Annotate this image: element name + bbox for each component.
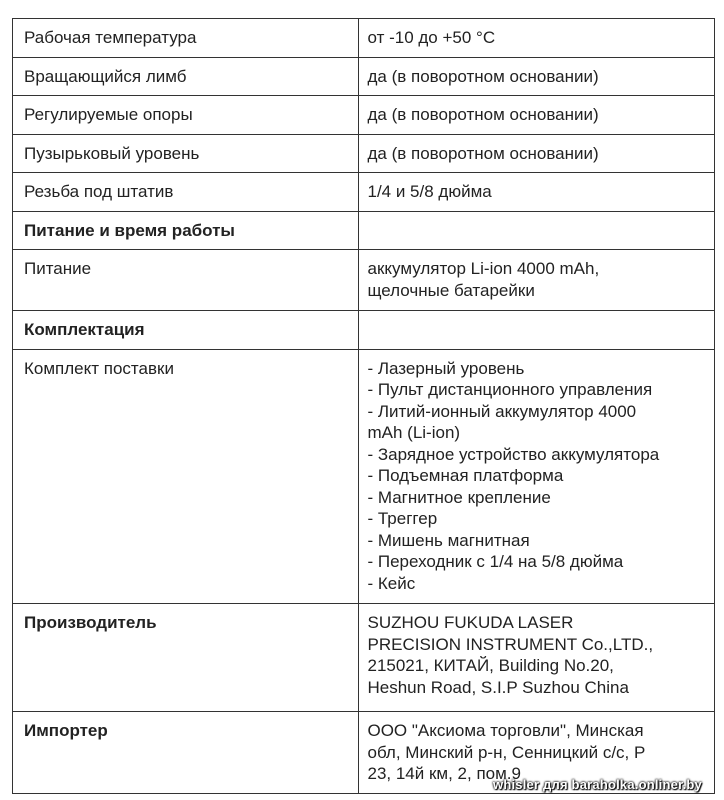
- kit-item: - Переходник с 1/4 на 5/8 дюйма: [367, 552, 624, 571]
- empty-cell: [359, 211, 715, 250]
- power-label: Питание: [13, 250, 359, 311]
- value-line: PRECISION INSTRUMENT Co.,LTD.,: [367, 634, 654, 654]
- table-row: [13, 96, 715, 135]
- row-value: от -10 до +50 °C: [359, 19, 715, 58]
- kit-label: Комплект поставки: [13, 349, 359, 604]
- kit-item: - Мишень магнитная: [367, 530, 530, 550]
- row-value: да (в поворотном основании): [359, 96, 715, 135]
- watermark: whisler для baraholka.onliner.by: [493, 777, 702, 792]
- value-line: SUZHOU FUKUDA LASER: [367, 613, 574, 632]
- kit-item: - Подъемная платформа: [367, 466, 564, 485]
- table-row: [13, 604, 715, 712]
- kit-item: - Кейс: [367, 573, 416, 593]
- row-label: Регулируемые опоры: [13, 96, 359, 135]
- value-line: ООО "Аксиома торговли", Минская: [367, 721, 644, 740]
- kit-value: [359, 349, 715, 604]
- kit-item: - Трeггер: [367, 509, 438, 528]
- kit-item: mAh (Li-ion): [367, 423, 461, 442]
- table-row: [13, 250, 715, 311]
- table-row: [13, 57, 715, 96]
- value-line: аккумулятор Li-ion 4000 mAh,: [367, 259, 600, 278]
- section-header-row: [13, 211, 715, 250]
- importer-label: Импортер: [13, 712, 359, 794]
- kit-item: - Магнитное крепление: [367, 487, 551, 507]
- section-heading-power: Питание и время работы: [13, 211, 359, 250]
- kit-item: - Пульт дистанционного управления: [367, 380, 653, 399]
- value-line: 215021, КИТАЙ, Building No.20,: [367, 656, 614, 675]
- value-line: Heshun Road, S.I.P Suzhou China: [367, 677, 629, 697]
- row-label: Рабочая температура: [13, 19, 359, 58]
- table-row: [13, 19, 715, 58]
- section-header-row: [13, 311, 715, 350]
- manufacturer-value: [359, 604, 715, 712]
- table-row: [13, 349, 715, 604]
- value-line: щелочные батарейки: [367, 280, 535, 300]
- kit-item: - Литий-ионный аккумулятор 4000: [367, 401, 637, 421]
- value-line: 23, 14й км, 2, пом.9: [367, 764, 521, 783]
- empty-cell: [359, 311, 715, 350]
- row-value: 1/4 и 5/8 дюйма: [359, 173, 715, 212]
- table-row: [13, 134, 715, 173]
- row-label: Пузырьковый уровень: [13, 134, 359, 173]
- manufacturer-label: Производитель: [13, 604, 359, 712]
- spec-table: [12, 18, 715, 794]
- value-line: обл, Минский р-н, Сенницкий с/с, Р: [367, 742, 646, 762]
- row-label: Вращающийся лимб: [13, 57, 359, 96]
- row-value: да (в поворотном основании): [359, 134, 715, 173]
- power-value: [359, 250, 715, 311]
- kit-item: - Зарядное устройство аккумулятора: [367, 444, 660, 464]
- section-heading-kit: Комплектация: [13, 311, 359, 350]
- kit-item: - Лазерный уровень: [367, 358, 525, 378]
- row-label: Резьба под штатив: [13, 173, 359, 212]
- row-value: да (в поворотном основании): [359, 57, 715, 96]
- table-row: [13, 173, 715, 212]
